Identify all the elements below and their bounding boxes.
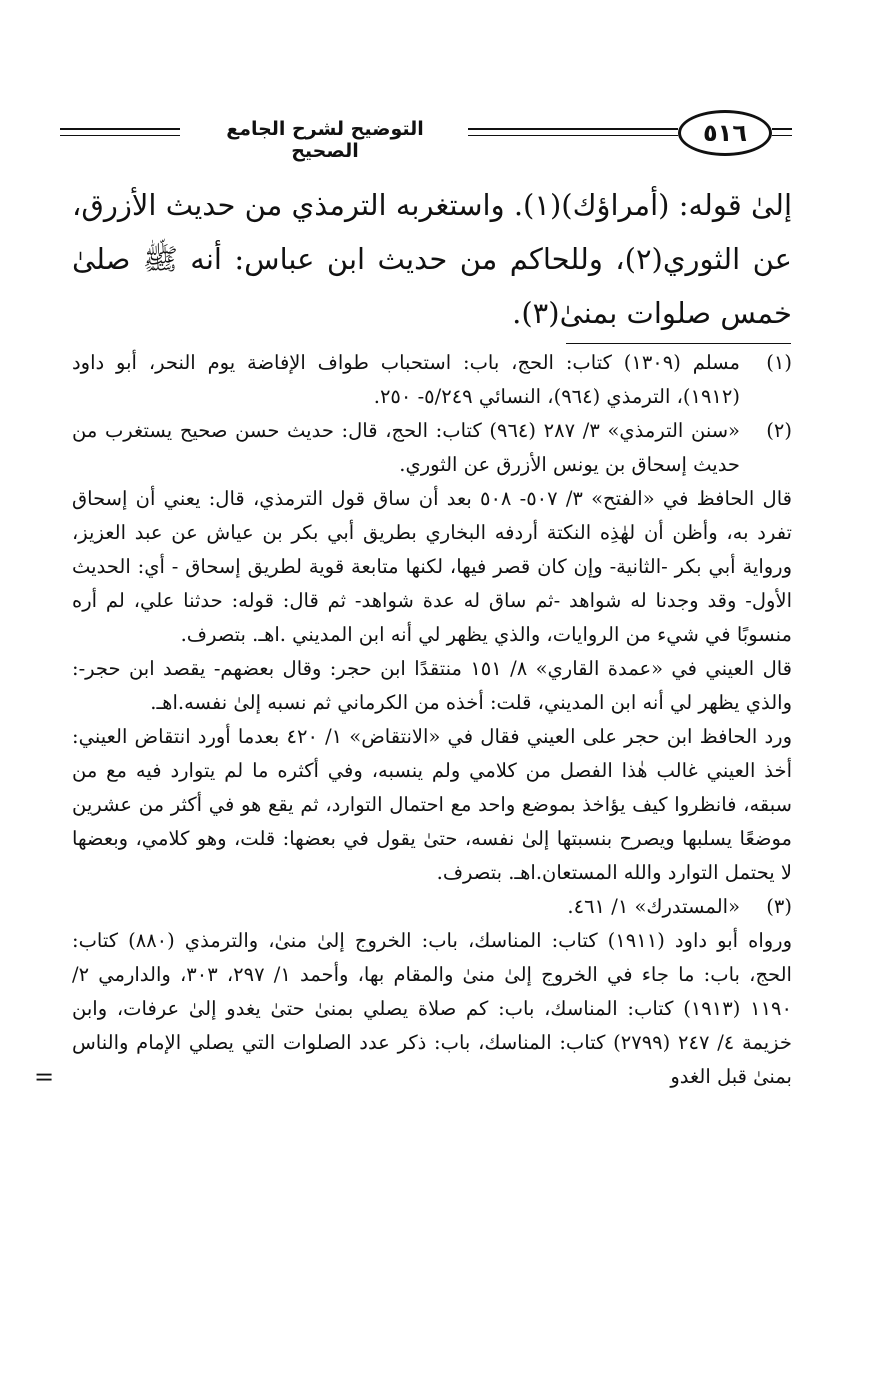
running-title: التوضيح لشرح الجامع الصحيح (226, 118, 424, 162)
footnote-continuation (34, 924, 793, 1094)
continuation-mark: = (34, 1063, 55, 1091)
header-rule-right-bottom (772, 135, 792, 136)
footnote-text: مسلم (١٣٠٩) كتاب: الحج، باب: استحباب طواف الإفاضة يوم النحر، أبو داود (١٩١٢)، الترمذي (٩٦٤)، النسائي ٥/٢٤٩- ٢٥٠. (72, 351, 740, 408)
page-number: ٥١٦ (678, 110, 772, 156)
main-text (72, 178, 792, 340)
footnote-number: (١) (766, 351, 792, 374)
continuation-text: ورواه أبو داود (١٩١١) كتاب: المناسك، باب: الخروج إلىٰ منىٰ، والترمذي (٨٨٠) كتاب: الحج، باب: ما جاء في الخروج إلىٰ منىٰ والمقام بها، وأحمد ١/ ٢٩٧، ٣٠٣، والدارمي ٢/ ١١٩٠ (١٩١٣) كتاب: المناسك، باب: كم صلاة يصلي بمنىٰ حتىٰ يغدو إلىٰ عرفات، وابن خزيمة ٤/ ٢٤٧ (٢٧٩٩) كتاب: المناسك، باب: ذكر عدد الصلوات التي يصلي الإمام والناس بمنىٰ قبل الغدو (72, 929, 793, 1088)
footnote-separator (566, 343, 791, 344)
header-rule-left-top (60, 128, 180, 130)
page-header (60, 108, 792, 164)
header-rule-mid-top (468, 128, 678, 130)
footnote-paragraph: ورد الحافظ ابن حجر على العيني فقال في «الانتقاض» ١/ ٤٢٠ بعدما أورد انتقاض العيني: أخذ العيني غالب هٰذا الفصل من كلامي ولم ينسبه، وفي أكثره ما لم يتوارد فيه مع من سبقه، فانظروا كيف يؤاخذ بموضع واحد مع احتمال التوارد، ثم يقع هو في أكثر من عشرين موضعًا يسلبها ويصرح بنسبتها إلىٰ نفسه، حتىٰ يقول في بعضها: قلت، وهو كلامي، وبعضها لا يحتمل التوارد والله المستعان.اهـ. بتصرف. (72, 725, 792, 884)
header-rule-mid-bottom (468, 135, 678, 136)
footnote-paragraph: قال العيني في «عمدة القاري» ٨/ ١٥١ منتقدًا ابن حجر: وقال بعضهم- يقصد ابن حجر-: والذي يظهر لي أنه ابن المديني، قلت: أخذه من الكرماني ثم نسبه إلىٰ نفسه.اهـ. (72, 657, 792, 714)
footnote-paragraph: قال الحافظ في «الفتح» ٣/ ٥٠٧- ٥٠٨ بعد أن ساق قول الترمذي، قال: يعني أن إسحاق تفرد به، وأظن أن لهٰذِه النكتة أردفه البخاري بطريق أبي بكر بن عياش عن عبد العزيز، ورواية أبي بكر -الثانية- وإن كان قصر فيها، لكنها متابعة قوية لطريق إسحاق - أي: الحديث الأول- وقد وجدنا له شواهد -ثم ساق له عدة شواهد- ثم قال: قوله: حدثنا علي، لم أره منسوبًا في شيء من الروايات، والذي يظهر لي أنه ابن المديني .اهـ. بتصرف. (72, 487, 792, 646)
footnote-3 (72, 890, 792, 924)
header-rule-right-top (772, 128, 792, 130)
footnote-number: (٣) (766, 895, 792, 918)
footnote-text: «سنن الترمذي» ٣/ ٢٨٧ (٩٦٤) كتاب: الحج، قال: حديث حسن صحيح يستغرب من حديث إسحاق بن يونس الأزرق عن الثوري. (72, 419, 740, 476)
header-rule-left-bottom (60, 135, 180, 136)
footnotes (34, 346, 793, 1094)
footnote-number: (٢) (766, 419, 792, 442)
footnote-text: «المستدرك» ١/ ٤٦١. (567, 895, 740, 918)
footnote-1 (72, 346, 792, 414)
main-paragraph: إلىٰ قوله: (أمراؤك)(١). واستغربه الترمذي من حديث الأزرق، عن الثوري(٢)، وللحاكم من حديث ابن عباس: أنه ﷺ صلىٰ خمس صلوات بمنىٰ(٣). (72, 188, 793, 330)
footnote-2 (72, 414, 792, 482)
